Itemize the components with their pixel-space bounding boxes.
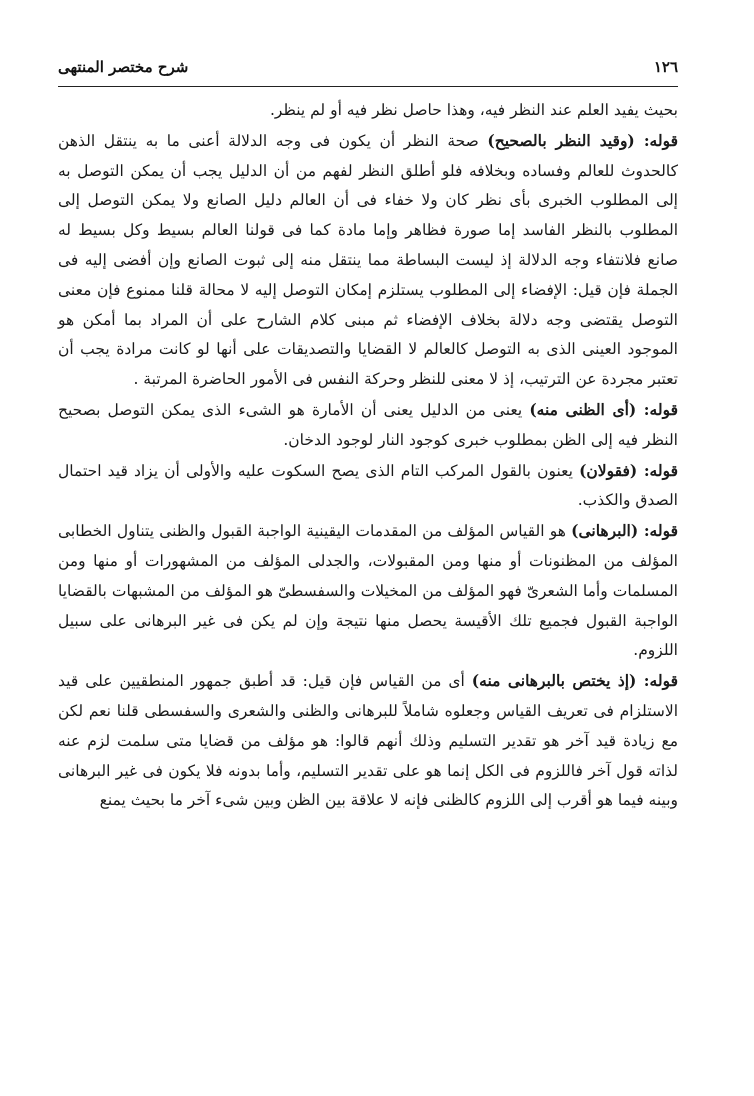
paragraph-2 — [58, 126, 678, 395]
paragraph-lead: قوله: (فقولان) — [579, 460, 678, 480]
paragraph-lead: قوله: (البرهانى) — [571, 521, 679, 541]
paragraph-5 — [58, 516, 678, 666]
paragraph-1 — [58, 96, 678, 126]
page-header — [58, 58, 678, 80]
paragraph-text: صحة النظر أن يكون فى وجه الدلالة أعنى ما به ينتقل الذهن كالحدوث للعالم وفساده وبخلافه فلو أطلق النظر لفهم من أن الدليل يجب أن يمكن التوصل به إلى المطلوب الخبرى بأى نظر كان ولا خفاء فى أن العالم دليل الصانع ولا يمكن التوصل إلى المطلوب بالنظر الفاسد إما صورة فظاهر وإما مادة كما فى قولنا العالم بسيط وكل بسيط له صانع فلانتفاء وجه الدلالة إذ ليست البساطة مما ينتقل منه إلى ثبوت الصانع وإن أفضى إليه فى الجملة فإن قيل: الإفضاء إلى المطلوب يستلزم إمكان التوصل إليه لا محالة قلنا ممنوع فإن معنى التوصل يقتضى وجه دلالة بخلاف الإفضاء ثم مبنى كلام الشارح على أن المراد بما أمكن هو الموجود العينى الذى به التوصل كالعالم لا القضايا والتصديقات على أنها لو كانت مرادة يجب أن تعتبر مجردة عن الترتيب، إذ لا معنى للنظر وحركة النفس فى الأمور الحاضرة المرتبة . — [58, 131, 678, 389]
paragraph-text: يعنى من الدليل يعنى أن الأمارة هو الشىء الذى يمكن التوصل بصحيح النظر فيه إلى الظن بمطلوب خبرى كوجود النار لوجود الدخان. — [58, 400, 678, 449]
paragraph-lead: قوله: (أى الظنى منه) — [529, 399, 678, 419]
header-bar — [58, 58, 678, 80]
page-number: ١٢٦ — [653, 58, 678, 76]
document-body — [58, 96, 678, 816]
paragraph-3 — [58, 395, 678, 456]
paragraph-lead: قوله: (وقيد النظر بالصحيح) — [487, 130, 678, 150]
paragraph-text: هو القياس المؤلف من المقدمات اليقينية الواجبة القبول والظنى يتناول الخطابى المؤلف من المظنونات أو منها ومن المقبولات، والجدلى المؤلف من المشهورات أو منها ومن المسلمات وأما الشعرىّ فهو المؤلف من المخيلات والسفسطىّ هو المؤلف من المشبهات بالقضايا الواجبة القبول فجميع تلك الأقيسة يحصل منها نتيجة وإن لم يكن فى غير البرهانى على سبيل اللزوم. — [58, 522, 678, 660]
paragraph-text: يعنون بالقول المركب التام الذى يصح السكوت عليه والأولى أن يزاد قيد احتمال الصدق والكذب. — [58, 461, 678, 510]
header-divider — [58, 86, 678, 87]
paragraph-lead: قوله: (إذ يختص بالبرهانى منه) — [471, 671, 678, 691]
paragraph-text: أى من القياس فإن قيل: قد أطبق جمهور المنطقيين على قيد الاستلزام فى تعريف القياس وجعلوه شاملاً للبرهانى والظنى والشعرى والسفسطى قلنا نعم لكن مع زيادة قيد آخر هو تقدير التسليم وذلك أنهم قالوا: هو مؤلف من قضايا متى سلمت لزم عنه لذاته قول آخر فاللزوم فى الكل إنما هو على تقدير التسليم، وأما بدونه فلا يكون فى غير البرهانى وبينه فيما هو أقرب إلى اللزوم كالظنى فإنه لا علاقة بين الظن وبين شىء آخر ما بحيث يمنع — [58, 672, 678, 810]
running-title: شرح مختصر المنتهى — [58, 58, 189, 76]
paragraph-4 — [58, 456, 678, 517]
paragraph-text: بحيث يفيد العلم عند النظر فيه، وهذا حاصل نظر فيه أو لم ينظر. — [270, 101, 678, 119]
paragraph-6 — [58, 666, 678, 816]
